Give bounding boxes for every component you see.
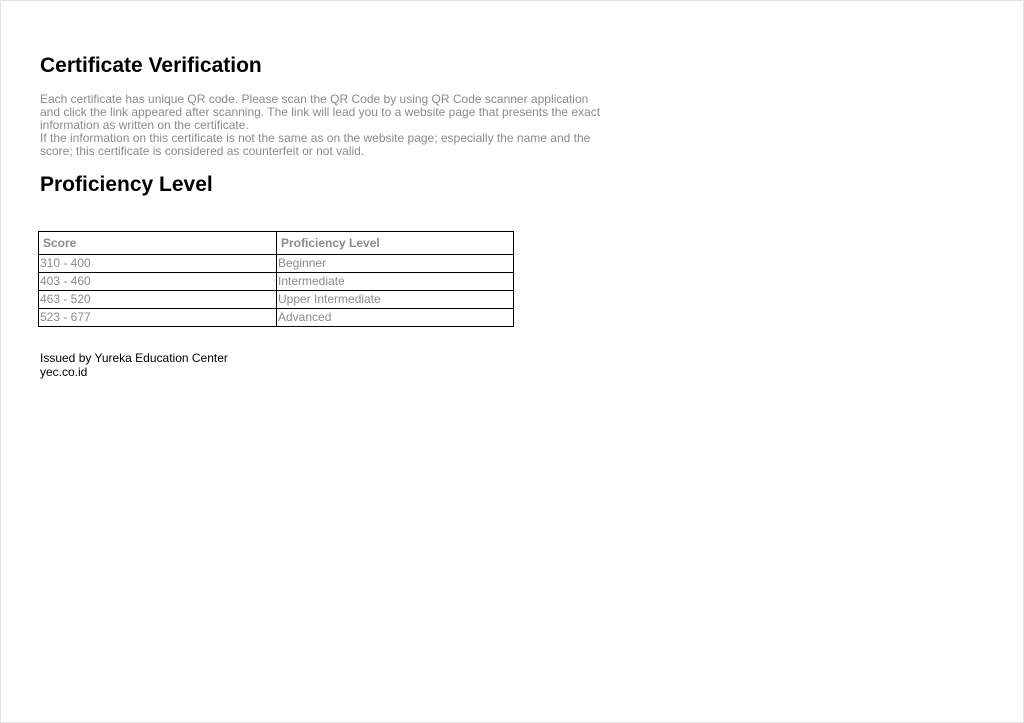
verification-title: Certificate Verification [40,54,262,77]
proficiency-table [38,231,514,327]
level-cell: Advanced [277,309,514,327]
table-row [39,291,514,309]
verification-text [40,93,605,158]
verification-paragraph-1: Each certificate has unique QR code. Please scan the QR Code by using QR Code scanner application and click the link appeared after scanning. The link will lead you to a website page that presents the exact information as written on the certificate. [40,92,601,132]
score-cell: 310 - 400 [39,255,277,273]
proficiency-title: Proficiency Level [40,173,213,196]
table-row [39,255,514,273]
score-cell: 523 - 677 [39,309,277,327]
score-column-header: Score [39,232,277,255]
table-row [39,309,514,327]
score-cell: 463 - 520 [39,291,277,309]
issuer-name: Issued by Yureka Education Center [40,351,228,365]
table-row [39,273,514,291]
level-column-header: Proficiency Level [277,232,514,255]
level-cell: Intermediate [277,273,514,291]
issuer-website: yec.co.id [40,365,88,379]
verification-paragraph-2: If the information on this certificate is not the same as on the website page; especially the name and the score; this certificate is considered as counterfeit or not valid. [40,131,591,158]
table-header-row [39,232,514,255]
score-cell: 403 - 460 [39,273,277,291]
level-cell: Beginner [277,255,514,273]
verification-section [40,53,640,198]
issuer-block [40,351,228,379]
level-cell: Upper Intermediate [277,291,514,309]
